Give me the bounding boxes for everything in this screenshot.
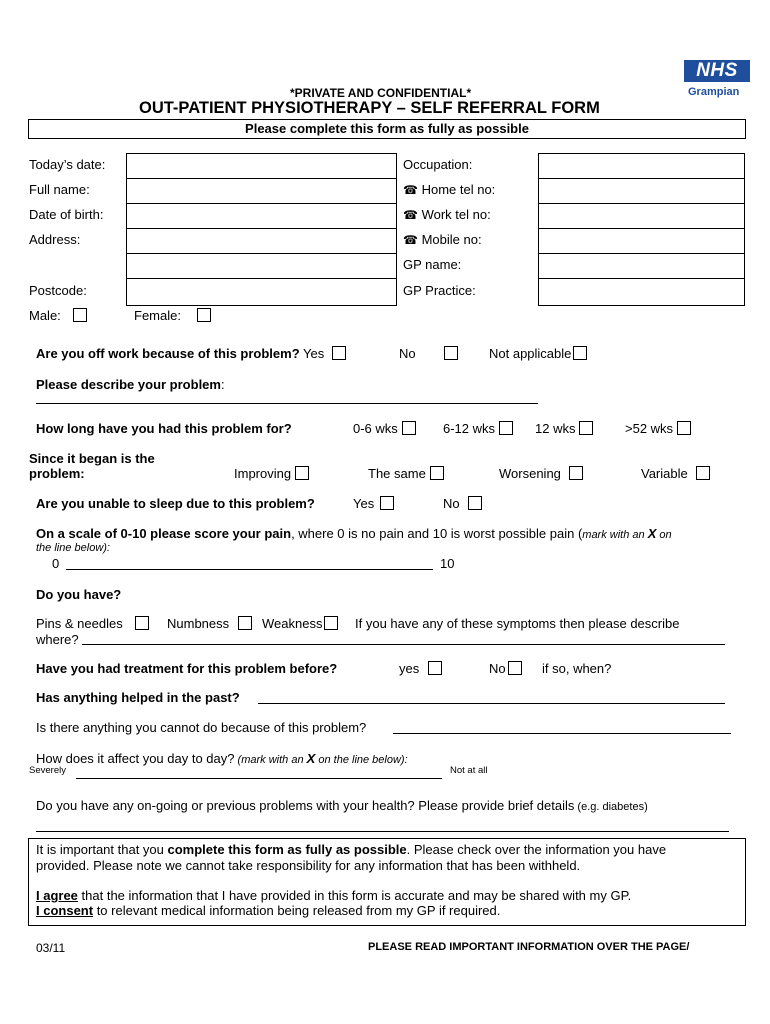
address-field-2[interactable] — [126, 253, 397, 279]
instruction-box — [28, 119, 746, 139]
variable-option — [641, 466, 710, 481]
duration-1-checkbox[interactable] — [402, 421, 416, 435]
treatment-no-checkbox[interactable] — [508, 661, 522, 675]
since-question-line-1: Since it began is the — [29, 451, 155, 466]
pain-mark-instruction-2: on — [656, 529, 672, 541]
work-tel-label — [403, 207, 491, 222]
how-long-question: How long have you had this problem for? — [36, 421, 292, 436]
where-answer-line[interactable] — [82, 644, 725, 645]
numbness-label: Numbness — [167, 616, 230, 631]
pain-mark-x: X — [647, 526, 657, 541]
pins-option — [36, 616, 149, 631]
describe-colon: : — [220, 377, 225, 392]
home-tel-field[interactable] — [538, 178, 745, 204]
address-field-1[interactable] — [126, 228, 397, 254]
pain-scale-line[interactable] — [66, 569, 433, 570]
weakness-label: Weakness — [262, 616, 323, 631]
worsening-checkbox[interactable] — [569, 466, 583, 480]
improving-option — [234, 466, 309, 481]
male-label: Male: — [29, 308, 61, 323]
work-tel-field[interactable] — [538, 203, 745, 229]
occupation-label: Occupation: — [403, 157, 473, 172]
duration-option-3 — [535, 421, 593, 436]
gp-name-label: GP name: — [403, 257, 462, 272]
cannot-do-question: Is there anything you cannot do because of this problem? — [36, 720, 367, 735]
postcode-label: Postcode: — [29, 283, 87, 298]
duration-4-label: >52 wks — [625, 421, 674, 436]
todays-date-field[interactable] — [126, 153, 397, 179]
pain-mark-instruction-1: mark with an — [582, 529, 648, 541]
helped-answer-line[interactable] — [258, 703, 725, 704]
variable-label: Variable — [641, 466, 688, 481]
sleep-yes-option — [353, 496, 394, 511]
health-text: Do you have any on-going or previous problems with your health? Please provide brief details — [36, 798, 575, 813]
home-tel-text: Home tel no: — [421, 182, 496, 197]
off-work-text: Are you off work because of this problem? — [36, 346, 300, 361]
sleep-yes-label: Yes — [353, 496, 375, 511]
female-option — [134, 308, 211, 323]
variable-checkbox[interactable] — [696, 466, 710, 480]
off-work-yes-checkbox[interactable] — [332, 346, 346, 360]
pain-question-rest: , where 0 is no pain and 10 is worst possible pain ( — [291, 526, 583, 541]
duration-1-label: 0-6 wks — [353, 421, 398, 436]
duration-4-checkbox[interactable] — [677, 421, 691, 435]
consent-label: I consent — [36, 903, 94, 918]
mobile-label — [403, 232, 482, 247]
improving-checkbox[interactable] — [295, 466, 309, 480]
pain-question — [36, 526, 672, 541]
numbness-option — [167, 616, 252, 631]
footer-note: PLEASE READ IMPORTANT INFORMATION OVER THE PAGE/ — [368, 941, 690, 953]
health-example: (e.g. diabetes) — [574, 801, 648, 813]
symptoms-question: Do you have? — [36, 587, 122, 602]
occupation-field[interactable] — [538, 153, 745, 179]
same-label: The same — [368, 466, 426, 481]
off-work-question — [36, 346, 346, 361]
nhs-logo-subtitle: Grampian — [688, 86, 740, 98]
off-work-na-checkbox[interactable] — [573, 346, 587, 360]
duration-option-4 — [625, 421, 691, 436]
pain-question-bold: On a scale of 0-10 please score your pain — [36, 526, 292, 541]
affect-mark-x: X — [306, 751, 316, 766]
off-work-na-label: Not applicable — [489, 346, 572, 361]
agree-statement — [36, 888, 631, 903]
pain-question-line-2: the line below): — [36, 542, 110, 554]
numbness-checkbox[interactable] — [238, 616, 252, 630]
notice-text-c: . Please check over the information you have — [406, 842, 667, 857]
sleep-no-label: No — [443, 496, 460, 511]
improving-label: Improving — [234, 466, 292, 481]
duration-3-checkbox[interactable] — [579, 421, 593, 435]
gp-name-field[interactable] — [538, 253, 745, 279]
helped-question: Has anything helped in the past? — [36, 690, 240, 705]
health-answer-line[interactable] — [36, 831, 729, 832]
affect-mark-instruction-2: on the line below): — [315, 754, 408, 766]
postcode-field[interactable] — [126, 278, 397, 306]
treatment-yes-label: yes — [399, 661, 420, 676]
duration-option-1 — [353, 421, 416, 436]
describe-symptoms-text: If you have any of these symptoms then please describe — [355, 616, 680, 631]
treatment-yes-option — [399, 661, 442, 676]
off-work-no-option — [399, 346, 458, 361]
sleep-no-option — [443, 496, 482, 511]
describe-question — [36, 377, 225, 392]
mobile-field[interactable] — [538, 228, 745, 254]
male-checkbox[interactable] — [73, 308, 87, 322]
home-tel-label — [403, 182, 495, 197]
if-so-when-label: if so, when? — [542, 661, 612, 676]
off-work-yes-label: Yes — [303, 346, 325, 361]
pain-scale-max: 10 — [440, 556, 455, 571]
notice-paragraph-line-2: provided. Please note we cannot take responsibility for any information that has been withheld. — [36, 858, 581, 873]
describe-text: Please describe your problem — [36, 377, 221, 392]
worsening-option — [499, 466, 583, 481]
same-checkbox[interactable] — [430, 466, 444, 480]
instruction-text: Please complete this form as fully as possible — [245, 121, 529, 136]
off-work-no-checkbox[interactable] — [444, 346, 458, 360]
consent-statement — [36, 903, 500, 918]
work-tel-text: Work tel no: — [421, 207, 491, 222]
since-question-line-2: problem: — [29, 466, 85, 481]
form-version-code: 03/11 — [36, 941, 66, 955]
treatment-no-label: No — [489, 661, 506, 676]
cannot-do-answer-line[interactable] — [393, 733, 731, 734]
telephone-icon: ☎ — [403, 233, 418, 247]
sleep-no-checkbox[interactable] — [468, 496, 482, 510]
dob-field[interactable] — [126, 203, 397, 229]
sleep-question: Are you unable to sleep due to this problem? — [36, 496, 315, 511]
full-name-field[interactable] — [126, 178, 397, 204]
affect-scale-line[interactable] — [76, 778, 442, 779]
affect-text: How does it affect you day to day? — [36, 751, 235, 766]
female-checkbox[interactable] — [197, 308, 211, 322]
severely-label: Severely — [29, 765, 66, 776]
female-label: Female: — [134, 308, 181, 323]
same-option — [368, 466, 444, 481]
off-work-no-label: No — [399, 346, 416, 361]
treatment-question: Have you had treatment for this problem before? — [36, 661, 338, 676]
male-option — [29, 308, 87, 323]
mobile-text: Mobile no: — [421, 232, 482, 247]
agree-label: I agree — [36, 888, 78, 903]
off-work-na-option — [489, 346, 587, 361]
gp-practice-field[interactable] — [538, 278, 745, 306]
notice-text-a: It is important that you — [36, 842, 168, 857]
weakness-checkbox[interactable] — [324, 616, 338, 630]
duration-option-2 — [443, 421, 513, 436]
confidential-label: *PRIVATE AND CONFIDENTIAL* — [290, 86, 472, 100]
agree-text: that the information that I have provided in this form is accurate and may be shared with my GP. — [77, 888, 632, 903]
where-label: where? — [36, 632, 79, 647]
health-question — [36, 798, 648, 813]
duration-3-label: 12 wks — [535, 421, 576, 436]
affect-mark-instruction-1: (mark with an — [234, 754, 307, 766]
gp-practice-label: GP Practice: — [403, 283, 476, 298]
treatment-yes-checkbox[interactable] — [428, 661, 442, 675]
telephone-icon: ☎ — [403, 208, 418, 222]
todays-date-label: Today’s date: — [29, 157, 106, 172]
not-at-all-label: Not at all — [450, 765, 488, 776]
pain-scale-min: 0 — [52, 556, 60, 571]
worsening-label: Worsening — [499, 466, 561, 481]
pins-checkbox[interactable] — [135, 616, 149, 630]
nhs-logo: NHS — [684, 60, 750, 82]
notice-text-bold: complete this form as fully as possible — [167, 842, 407, 857]
treatment-no-option — [489, 661, 522, 676]
notice-paragraph-line-1 — [36, 842, 666, 857]
consent-text: to relevant medical information being released from my GP if required. — [93, 903, 501, 918]
duration-2-checkbox[interactable] — [499, 421, 513, 435]
address-label: Address: — [29, 232, 81, 247]
telephone-icon: ☎ — [403, 183, 418, 197]
full-name-label: Full name: — [29, 182, 90, 197]
weakness-option — [262, 616, 338, 631]
duration-2-label: 6-12 wks — [443, 421, 496, 436]
describe-answer-line[interactable] — [36, 403, 538, 404]
form-title: OUT-PATIENT PHYSIOTHERAPY – SELF REFERRAL FORM — [139, 99, 600, 117]
sleep-yes-checkbox[interactable] — [380, 496, 394, 510]
pins-label: Pins & needles — [36, 616, 123, 631]
dob-label: Date of birth: — [29, 207, 104, 222]
affect-question — [36, 751, 408, 766]
